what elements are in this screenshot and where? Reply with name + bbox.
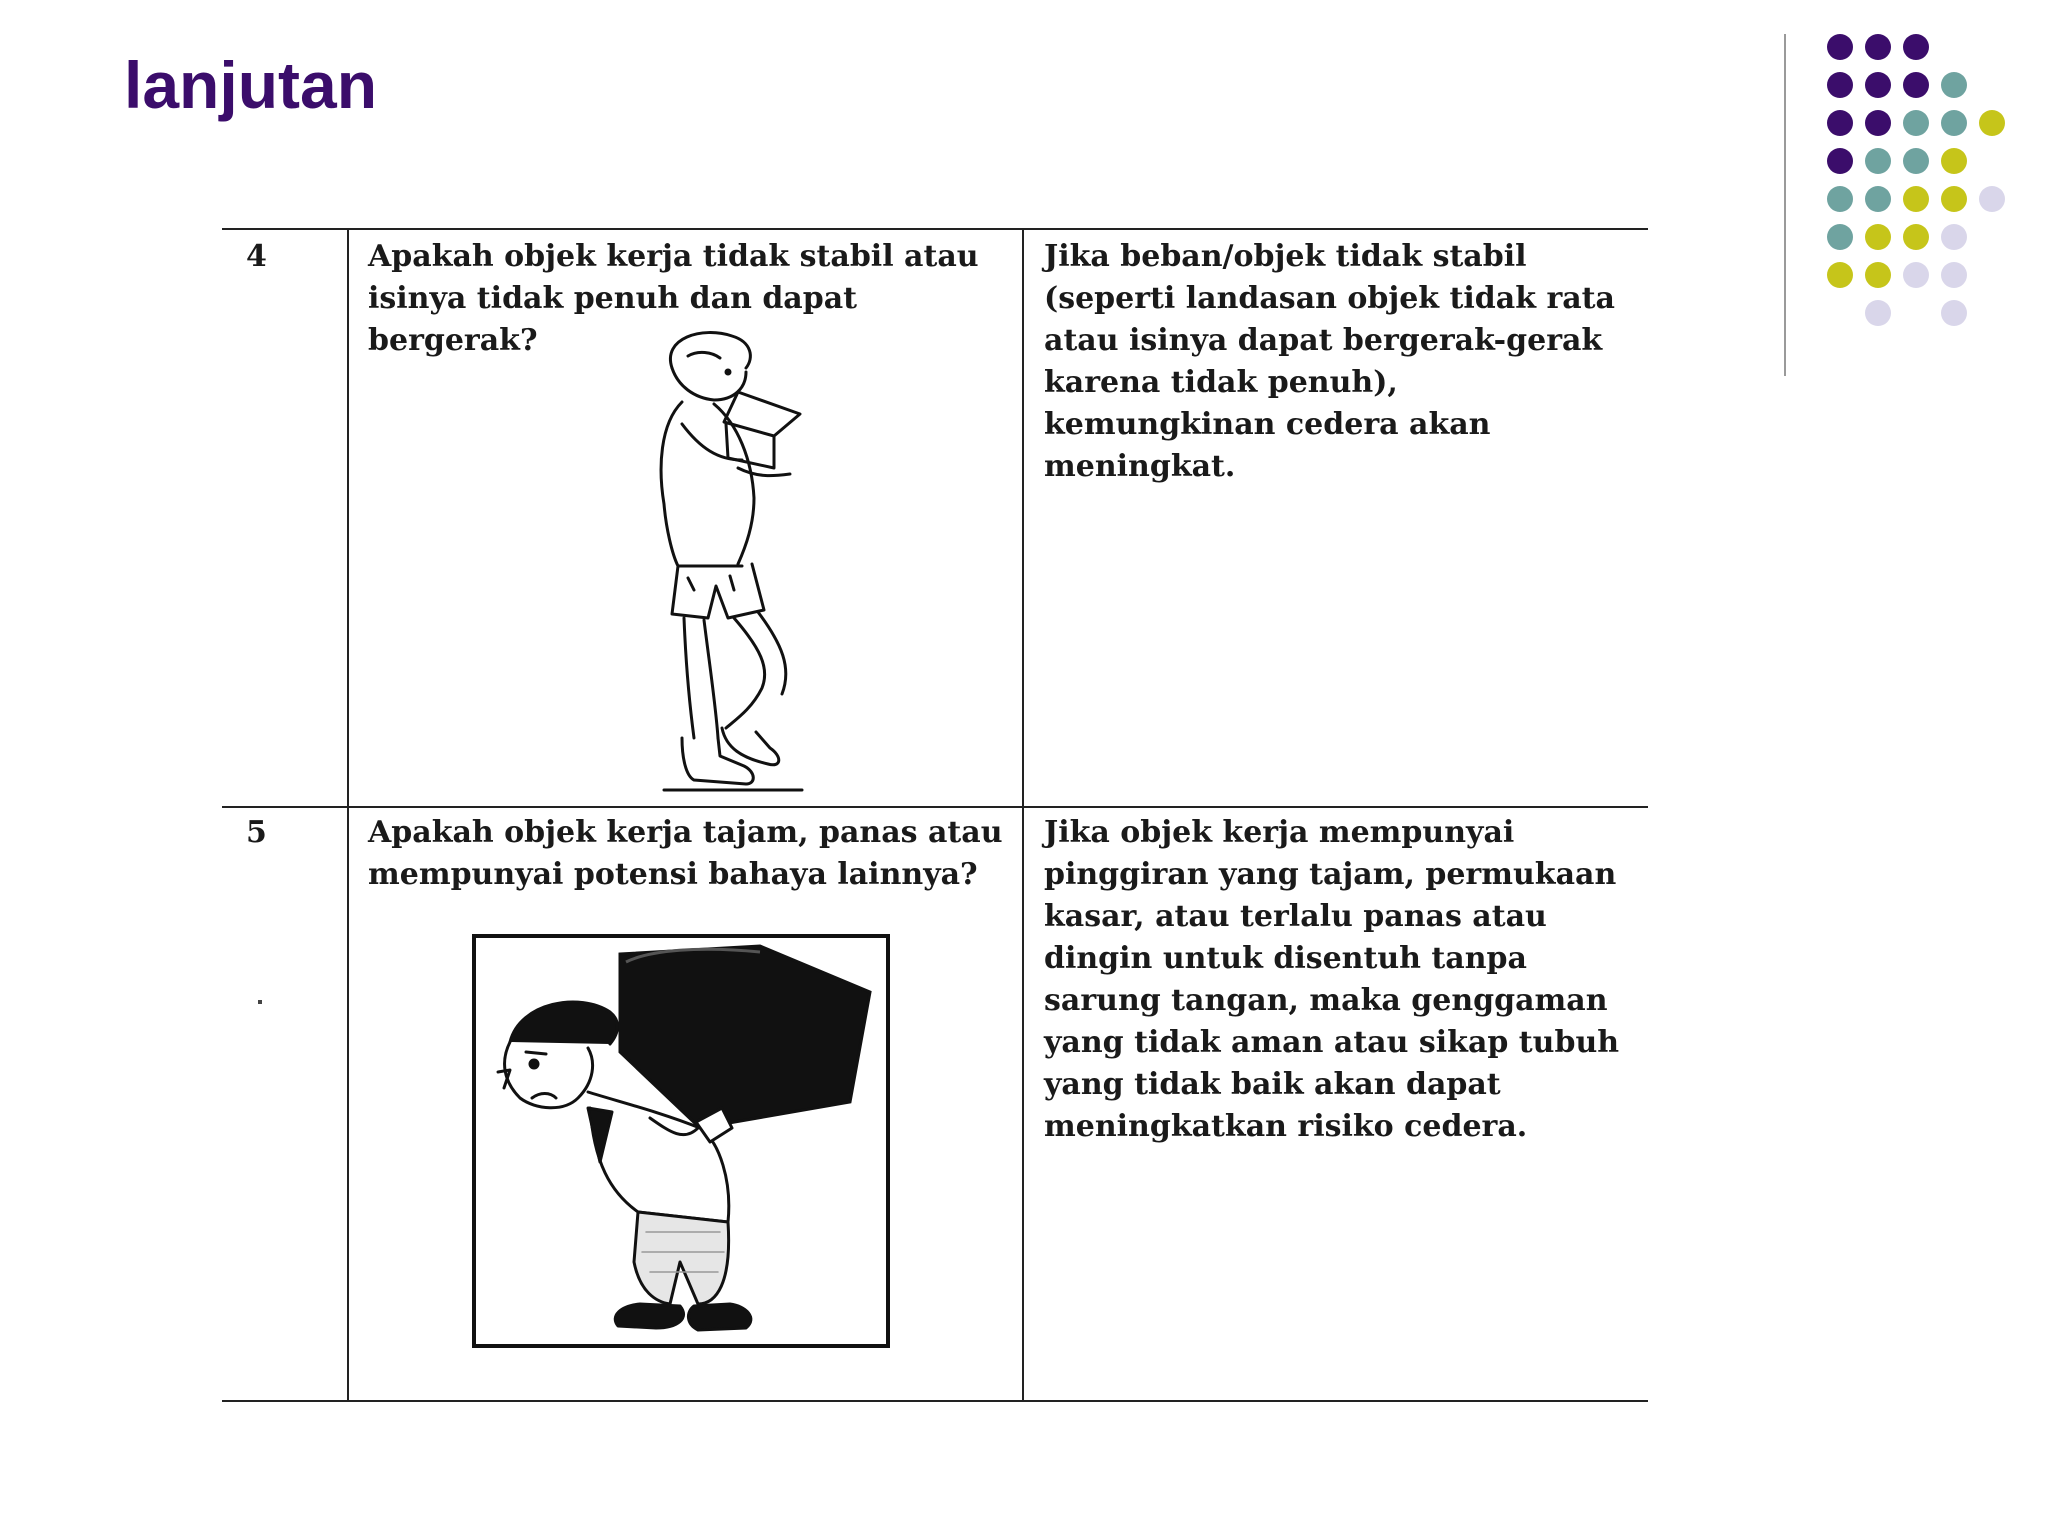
decor-dot <box>1865 186 1891 212</box>
decor-dot <box>1865 110 1891 136</box>
decor-dot <box>1979 110 2005 136</box>
decor-dot <box>1941 224 1967 250</box>
decor-dot <box>1903 148 1929 174</box>
decor-dot <box>1827 262 1853 288</box>
decor-dot <box>1827 148 1853 174</box>
decor-dot <box>1865 72 1891 98</box>
row-question: Apakah objek kerja tidak stabil atau isinya tidak penuh dan dapat bergerak? <box>368 239 979 358</box>
stray-mark <box>258 1000 262 1004</box>
decor-dot <box>1903 262 1929 288</box>
title-divider-line <box>1784 34 1786 376</box>
decor-dot <box>1903 72 1929 98</box>
row-number: 5 <box>246 815 267 850</box>
decor-dot <box>1827 224 1853 250</box>
decor-dot <box>1865 34 1891 60</box>
decor-dot <box>1941 300 1967 326</box>
table-column-divider <box>347 228 349 1402</box>
decor-dot <box>1827 72 1853 98</box>
decor-dot <box>1903 186 1929 212</box>
decor-dot <box>1827 110 1853 136</box>
decor-dot <box>1979 186 2005 212</box>
decor-dot <box>1865 148 1891 174</box>
decor-dot <box>1865 262 1891 288</box>
decor-dot <box>1941 148 1967 174</box>
decor-dot <box>1827 34 1853 60</box>
decor-dot <box>1941 72 1967 98</box>
decor-dot <box>1941 110 1967 136</box>
decor-dot <box>1827 186 1853 212</box>
decor-dot <box>1941 262 1967 288</box>
row-explanation: Jika objek kerja mempunyai pinggiran yang tajam, permukaan kasar, atau terlalu panas atau dingin untuk disentuh tanpa sarung tangan, maka genggaman yang tidak aman atau sikap tubuh yang tidak baik akan dapat meningkatkan risiko cedera. <box>1044 815 1620 1144</box>
row-question: Apakah objek kerja tajam, panas atau mempunyai potensi bahaya lainnya? <box>368 815 1003 892</box>
decor-dot <box>1903 224 1929 250</box>
row-explanation: Jika beban/objek tidak stabil (seperti landasan objek tidak rata atau isinya dapat bergerak-gerak karena tidak penuh), kemungkinan cedera akan meningkat. <box>1044 239 1615 484</box>
decor-dot <box>1903 110 1929 136</box>
person-carrying-heavy-load-illustration <box>470 932 894 1352</box>
row-number: 4 <box>246 239 267 274</box>
decor-dot <box>1865 300 1891 326</box>
decor-dot <box>1865 224 1891 250</box>
table-rule-middle <box>222 806 1648 808</box>
person-carrying-box-illustration <box>642 328 882 798</box>
decor-dot <box>1903 34 1929 60</box>
slide-title: lanjutan <box>124 48 378 122</box>
hazard-table <box>222 228 1648 1404</box>
table-column-divider <box>1022 228 1024 1402</box>
table-rule-top <box>222 228 1648 230</box>
decor-dot <box>1941 186 1967 212</box>
table-rule-bottom <box>222 1400 1648 1402</box>
